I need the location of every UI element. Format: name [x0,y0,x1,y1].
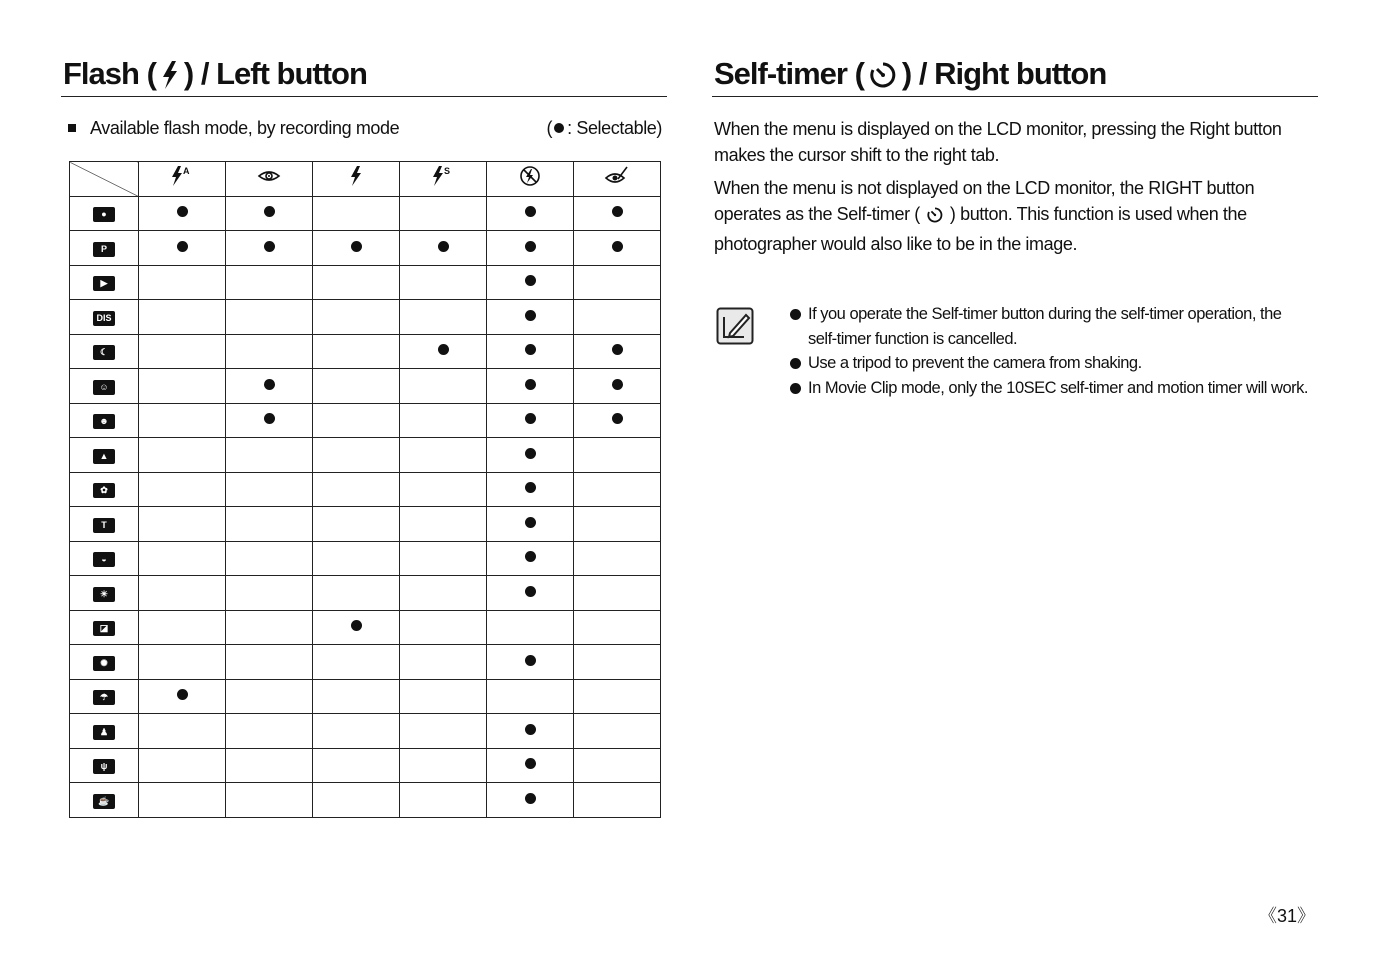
mode-flash-cell [139,679,226,714]
mode-flash-cell [313,679,400,714]
mode-flash-cell [313,541,400,576]
note-list [790,302,1310,400]
selectable-dot-icon [525,344,536,355]
selectable-dot-icon [525,758,536,769]
close-up-icon: ✿ [93,483,115,498]
mode-flash-cell [574,196,661,231]
flash-mode-lead-text: Available flash mode, by recording mode [90,118,400,138]
mode-flash-cell [226,369,313,404]
mode-cell [70,679,139,714]
mode-flash-cell [574,438,661,473]
selectable-dot-icon [525,517,536,528]
mode-flash-cell [574,231,661,266]
mode-flash-cell [487,645,574,680]
mode-flash-cell [574,783,661,818]
mode-cell [70,472,139,507]
mode-flash-cell [226,300,313,335]
mode-flash-cell [574,748,661,783]
selectable-dot-icon [525,793,536,804]
self-timer-section-title [714,56,1106,98]
selectable-dot-icon [525,724,536,735]
slow-sync-icon [400,162,487,197]
mode-flash-cell [400,679,487,714]
mode-flash-cell [226,714,313,749]
flash-icon [160,60,180,98]
mode-flash-cell [400,748,487,783]
mode-flash-cell [139,507,226,542]
text-icon: T [93,518,115,533]
self-timer-title-pre: Self-timer ( [714,56,864,91]
mode-flash-cell [313,783,400,818]
selectable-dot-icon [525,482,536,493]
selectable-dot-icon [438,344,449,355]
mode-flash-cell [487,196,574,231]
mode-flash-cell [574,714,661,749]
mode-flash-cell [574,265,661,300]
mode-flash-cell [139,334,226,369]
bullet-dot-icon [790,309,801,320]
legend-open: ( [546,118,553,138]
self-timer-icon [926,205,944,231]
note-item [790,376,1310,401]
mode-flash-cell [139,369,226,404]
selectable-dot-icon [612,379,623,390]
mode-flash-cell [400,231,487,266]
cafe-icon: ☕ [93,794,115,809]
mode-cell [70,645,139,680]
table-row [70,541,661,576]
self-timer-title-post: ) / Right button [901,56,1107,91]
selectable-dot-icon [612,206,623,217]
mode-flash-cell [574,403,661,438]
night-scene-icon: ☾ [93,345,115,360]
selectable-dot-icon [525,379,536,390]
note-text: If you operate the Self-timer button during the self-timer operation, the self-timer function is cancelled. [808,305,1282,348]
mode-cell [70,369,139,404]
table-row [70,231,661,266]
selectable-dot-icon [264,413,275,424]
mode-flash-cell [139,300,226,335]
mode-flash-cell [400,196,487,231]
mode-flash-cell [226,507,313,542]
mode-flash-cell [574,369,661,404]
title-rule-left [61,96,667,97]
mode-cell [70,748,139,783]
mode-cell [70,265,139,300]
self-timer-paragraph-1: When the menu is displayed on the LCD monitor, pressing the Right button makes the cursor shift to the right tab. [714,119,1282,165]
flash-mode-lead [68,118,399,139]
mode-flash-cell [574,541,661,576]
mode-flash-cell [226,438,313,473]
mode-cell [70,507,139,542]
table-row [70,679,661,714]
page-number: 《31》 [1258,906,1315,926]
selectable-dot-icon [177,689,188,700]
mode-flash-cell [226,472,313,507]
movie-clip-icon: ▶ [93,276,115,291]
mode-cell [70,714,139,749]
mode-flash-cell [313,265,400,300]
note-text: In Movie Clip mode, only the 10SEC self-timer and motion timer will work. [808,378,1308,397]
mode-flash-cell [574,576,661,611]
table-row [70,645,661,680]
mode-flash-cell [574,472,661,507]
mode-flash-cell [226,196,313,231]
mode-flash-cell [487,610,574,645]
mode-flash-cell [487,231,574,266]
table-row [70,438,661,473]
mode-flash-cell [313,403,400,438]
flash-title-post: ) / Left button [183,56,367,91]
table-header-row [70,162,661,197]
table-row [70,369,661,404]
mode-flash-cell [400,714,487,749]
mode-flash-cell [313,507,400,542]
mode-cell [70,576,139,611]
mode-flash-cell [226,748,313,783]
auto-flash-icon [139,162,226,197]
para2-post: ) button. This function is used when the photographer would also like to be in the image. [714,204,1247,254]
mode-flash-cell [313,714,400,749]
dawn-icon: ☀ [93,587,115,602]
anti-shake-icon: DIS [93,311,115,326]
mode-flash-cell [139,714,226,749]
mode-flash-cell [400,576,487,611]
note-pencil-icon [716,307,754,345]
mode-flash-cell [226,231,313,266]
mode-flash-cell [574,507,661,542]
table-row [70,472,661,507]
mode-flash-cell [226,265,313,300]
selectable-dot-icon [525,310,536,321]
legend-text: : Selectable) [567,118,662,138]
selectable-dot-icon [525,241,536,252]
mode-flash-cell [487,507,574,542]
mode-flash-cell [400,369,487,404]
mode-flash-cell [400,472,487,507]
mode-flash-cell [226,679,313,714]
selectable-dot-icon [525,275,536,286]
mode-flash-cell [487,679,574,714]
mode-flash-cell [487,541,574,576]
food-icon: ψ [93,759,115,774]
mode-flash-cell [313,438,400,473]
selectable-dot-icon [525,206,536,217]
mode-flash-cell [487,300,574,335]
selectable-dot-icon [612,344,623,355]
sunset-icon: ◒ [93,552,115,567]
mode-flash-cell [487,783,574,818]
note-text: Use a tripod to prevent the camera from shaking. [808,354,1142,372]
mode-flash-cell [139,403,226,438]
selectable-dot-icon [612,413,623,424]
selectable-dot-icon [525,655,536,666]
mode-flash-cell [226,403,313,438]
landscape-icon: ▲ [93,449,115,464]
red-eye-icon [226,162,313,197]
selectable-dot-icon [351,241,362,252]
fireworks-icon: ✺ [93,656,115,671]
mode-flash-cell [313,748,400,783]
mode-flash-cell [226,541,313,576]
mode-cell [70,300,139,335]
mode-flash-cell [400,645,487,680]
selectable-dot-icon [525,448,536,459]
mode-flash-cell [400,265,487,300]
mode-flash-cell [139,472,226,507]
mode-flash-cell [313,610,400,645]
self-timer-paragraph-2 [714,175,1314,257]
mode-cell [70,783,139,818]
selectable-dot-icon [525,413,536,424]
selectable-dot-icon [525,586,536,597]
table-row [70,576,661,611]
note-item [790,351,1310,376]
table-row [70,403,661,438]
flash-section-title [63,56,367,98]
mode-flash-cell [574,679,661,714]
selectable-dot-icon [351,620,362,631]
selectable-dot-icon [264,379,275,390]
mode-flash-cell [400,507,487,542]
backlight-icon: ◪ [93,621,115,636]
note-item [790,302,1310,351]
selectable-dot-icon [264,241,275,252]
children-icon: ☻ [93,414,115,429]
mode-flash-cell [574,645,661,680]
red-eye-fix-icon [574,162,661,197]
mode-flash-cell [139,438,226,473]
table-corner-cell [70,162,139,197]
table-row [70,334,661,369]
mode-flash-cell [313,231,400,266]
svg-text:S: S [444,166,451,177]
fill-in-flash-icon [313,162,400,197]
title-rule-right [712,96,1318,97]
mode-cell [70,231,139,266]
table-row [70,300,661,335]
mode-flash-cell [313,334,400,369]
svg-text:A: A [183,166,190,177]
mode-flash-cell [487,472,574,507]
table-row [70,196,661,231]
mode-flash-cell [313,196,400,231]
mode-flash-cell [313,645,400,680]
mode-flash-cell [139,231,226,266]
table-row [70,265,661,300]
mode-flash-cell [487,748,574,783]
mode-flash-cell [574,300,661,335]
mode-flash-cell [139,610,226,645]
mode-flash-cell [400,610,487,645]
mode-flash-cell [226,645,313,680]
mode-flash-cell [400,334,487,369]
para2-pre: When the menu is not displayed on the LCD monitor, the RIGHT button operates as the Self-timer ( [714,178,1255,224]
table-row [70,783,661,818]
auto-camera-icon: ● [93,207,115,222]
selectable-dot-icon [438,241,449,252]
bullet-dot-icon [790,358,801,369]
selectable-legend [547,118,662,139]
mode-flash-cell [487,438,574,473]
flash-title-pre: Flash ( [63,56,156,91]
selectable-dot-icon [177,206,188,217]
mode-flash-cell [487,576,574,611]
mode-flash-cell [139,748,226,783]
mode-flash-cell [226,783,313,818]
mode-flash-cell [139,265,226,300]
flash-mode-table [69,161,661,818]
mode-cell [70,541,139,576]
mode-flash-cell [226,334,313,369]
mode-flash-cell [139,645,226,680]
selectable-dot-icon [264,206,275,217]
mode-flash-cell [139,541,226,576]
selectable-dot-icon [612,241,623,252]
mode-flash-cell [400,541,487,576]
mode-flash-cell [487,714,574,749]
square-bullet-icon [68,124,76,132]
mode-flash-cell [487,265,574,300]
table-row [70,610,661,645]
table-row [70,714,661,749]
mode-flash-cell [139,196,226,231]
mode-flash-cell [400,438,487,473]
mode-flash-cell [400,300,487,335]
mode-flash-cell [226,610,313,645]
flash-off-icon [487,162,574,197]
mode-flash-cell [487,369,574,404]
mode-flash-cell [574,334,661,369]
mode-flash-cell [139,783,226,818]
mode-flash-cell [487,403,574,438]
mode-flash-cell [313,300,400,335]
beach-snow-icon: ☂ [93,690,115,705]
program-camera-icon: P [93,242,115,257]
mode-cell [70,334,139,369]
mode-flash-cell [313,472,400,507]
mode-flash-cell [400,783,487,818]
table-row [70,748,661,783]
table-row [70,507,661,542]
mode-cell [70,196,139,231]
mode-cell [70,610,139,645]
mode-flash-cell [400,403,487,438]
mode-flash-cell [226,576,313,611]
selectable-dot-icon [177,241,188,252]
mode-flash-cell [574,610,661,645]
portrait-icon: ☺ [93,380,115,395]
mode-flash-cell [487,334,574,369]
bullet-dot-icon [790,383,801,394]
self-timer-icon [868,60,898,98]
mode-flash-cell [313,576,400,611]
bullet-dot-icon [554,123,564,133]
mode-flash-cell [139,576,226,611]
mode-cell [70,403,139,438]
mode-flash-cell [313,369,400,404]
selectable-dot-icon [525,551,536,562]
self-shot-icon: ♟ [93,725,115,740]
mode-cell [70,438,139,473]
